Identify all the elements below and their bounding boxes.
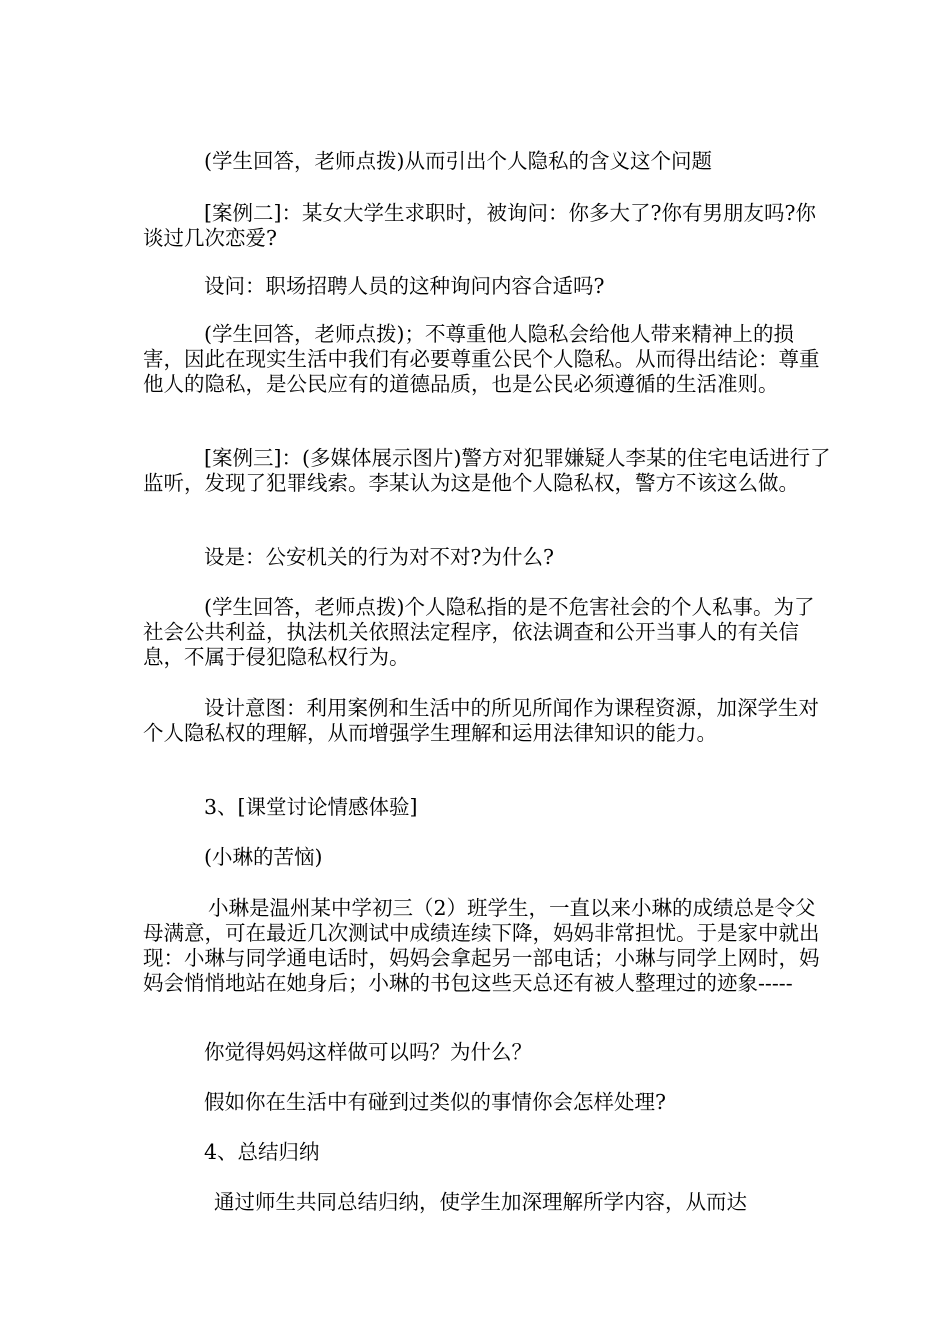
- paragraph-8: 设计意图：利用案例和生活中的所见所闻作为课程资源，加深学生对个人隐私权的理解，从而增强学生理解和运用法律知识的能力。: [143, 696, 819, 745]
- paragraph-10: (小琳的苦恼): [204, 845, 323, 869]
- paragraph-13: 假如你在生活中有碰到过类似的事情你会怎样处理?: [204, 1090, 666, 1114]
- paragraph-14: 4、总结归纳: [204, 1140, 320, 1164]
- paragraph-1: (学生回答，老师点拨)从而引出个人隐私的含义这个问题: [204, 149, 712, 173]
- paragraph-15: 通过师生共同总结归纳，使学生加深理解所学内容，从而达: [214, 1190, 747, 1214]
- paragraph-7: (学生回答，老师点拨)个人隐私指的是不危害社会的个人私事。为了社会公共利益，执法机关依照法定程序，依法调查和公开当事人的有关信息，不属于侵犯隐私权行为。: [143, 595, 815, 669]
- paragraph-12: 你觉得妈妈这样做可以吗？为什么？: [204, 1040, 532, 1064]
- paragraph-11: 小琳是温州某中学初三（2）班学生，一直以来小琳的成绩总是令父母满意，可在最近几次测试中成绩连续下降，妈妈非常担忧。于是家中就出现：小琳与同学通电话时，妈妈会拿起另一部电话；小琳与同学上网时，妈妈会悄悄地站在她身后；小琳的书包这些天总还有被人整理过的迹象-----: [143, 896, 820, 995]
- paragraph-5: [案例三]：(多媒体展示图片)警方对犯罪嫌疑人李某的住宅电话进行了监听，发现了犯罪线索。李某认为这是他个人隐私权，警方不该这么做。: [143, 446, 831, 495]
- paragraph-2: [案例二]：某女大学生求职时，被询问：你多大了?你有男朋友吗?你谈过几次恋爱?: [143, 201, 816, 250]
- paragraph-6: 设是：公安机关的行为对不对?为什么?: [204, 545, 554, 569]
- paragraph-3: 设问：职场招聘人员的这种询问内容合适吗?: [204, 274, 605, 298]
- paragraph-9: 3、[课堂讨论情感体验]: [204, 795, 418, 819]
- paragraph-4: (学生回答，老师点拨)；不尊重他人隐私会给他人带来精神上的损害，因此在现实生活中我们有必要尊重公民个人隐私。从而得出结论：尊重他人的隐私，是公民应有的道德品质，也是公民必须遵循的生活准则。: [143, 322, 820, 396]
